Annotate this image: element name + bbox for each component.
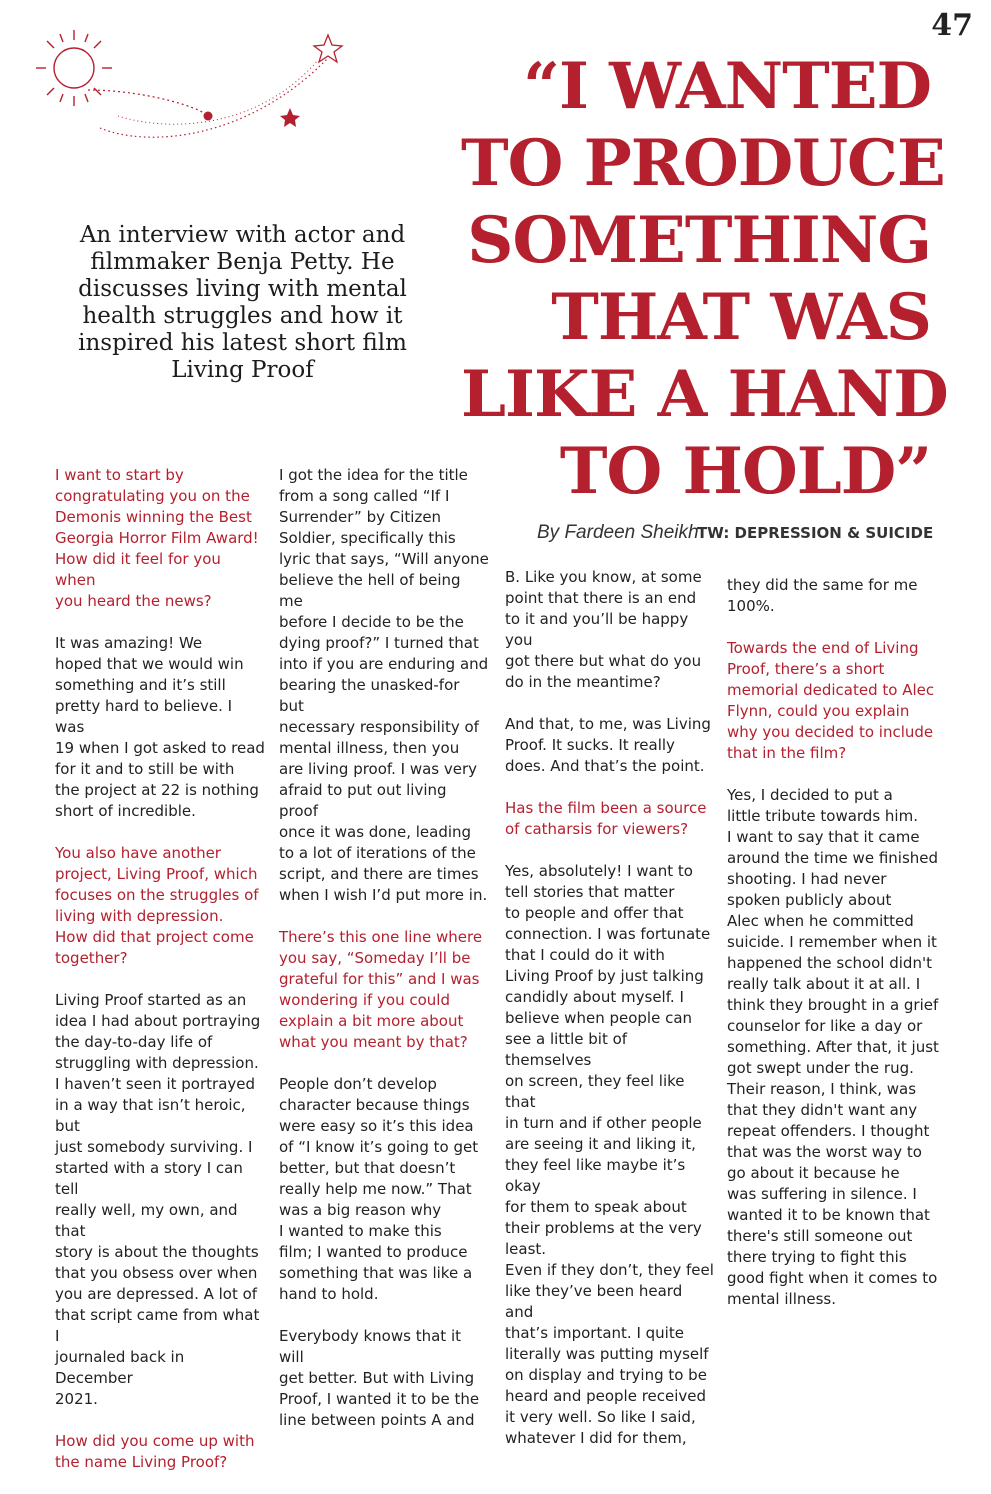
question-paragraph: Towards the end of Living Proof, there’s a short memorial dedicated to Alec Flynn, could you explain why you decided to include that in the film?: [727, 639, 935, 762]
headline-line: TO PRODUCE: [461, 126, 945, 201]
answer-paragraph: Yes, absolutely! I want to tell stories that matter to people and offer that connection. I was fortunate that I could do it with Living Proof by just talking candidly about myself. I believe when people can see a little bit of themselves on screen, they feel like that in turn and if other people are seeing it and liking it, they feel like maybe it’s okay for them to speak about their problems at the very least.: [505, 862, 711, 1258]
headline-line: LIKE A HAND: [461, 357, 948, 432]
headline-line: “I WANTED: [523, 49, 931, 124]
sun-and-shooting-star-decoration: [28, 20, 358, 150]
answer-paragraph: And that, to me, was Living Proof. It sucks. It really does. And that’s the point.: [505, 715, 711, 775]
answer-paragraph: I got the idea for the title from a song called “If I Surrender” by Citizen Soldier, specifically this lyric that says, “Will anyone believe the hell of being me before I decide to be the dying proof?” I turned that into if you are enduring and bearing the unasked-for but necessary responsibility of mental illness, then you are living proof. I was very afraid to put out living proof once it was done, leading to a lot of iterations of the script, and there are times when I wish I’d put more in.: [279, 466, 489, 904]
answer-paragraph: Even if they don’t, they feel like they’ve been heard and that’s important. I quite literally was putting myself on display and trying to be heard and people received it very well. So like I said, whatever I did for them,: [505, 1261, 714, 1447]
answer-paragraph: B. Like you know, at some point that there is an end to it and you’ll be happy you got there but what do you do in the meantime?: [505, 568, 702, 691]
shooting-star-icon: [280, 108, 300, 127]
article-column-1: [55, 465, 265, 1494]
answer-paragraph: Yes, I decided to put a little tribute towards him. I want to say that it came around the time we finished shooting. I had never spoken publicly about Alec when he committed suicide. I remember when it happened the school didn't really talk about it at all. I think they brought in a grief counselor for like a day or something. After that, it just got swept under the rug. Their reason, I think, was that they didn't want any repeat offenders. I thought that was the worst way to go about it because he was suffering in silence. I wanted it to be known that there's still someone out there trying to fight this good fight when it comes to mental illness.: [727, 786, 939, 1308]
answer-paragraph: Everybody knows that it will get better. But with Living Proof, I wanted it to be the line between points A and: [279, 1327, 480, 1429]
answer-paragraph: It was amazing! We hoped that we would win something and it’s still pretty hard to believe. I was 19 when I got asked to read for it and to still be with the project at 22 is nothing short of incredible.: [55, 634, 265, 820]
headline-line: TO HOLD”: [559, 434, 931, 509]
byline: By Fardeen Sheikh: [537, 522, 699, 543]
question-paragraph: How did you come up with the name Living Proof?: [55, 1432, 255, 1471]
headline-line: SOMETHING: [467, 203, 931, 278]
question-paragraph: There’s this one line where you say, “Someday I’ll be grateful for this” and I was wondering if you could explain a bit more about what you meant by that?: [279, 928, 483, 1051]
planet-dot: [204, 112, 213, 121]
standfirst: An interview with actor and filmmaker Benja Petty. He discusses living with mental health struggles and how it inspired his latest short film Living Proof: [78, 222, 407, 383]
article-column-2: [279, 465, 489, 1452]
trigger-warning: TW: DEPRESSION & SUICIDE: [697, 524, 934, 542]
headline: [461, 48, 948, 510]
question-paragraph: I want to start by congratulating you on the Demonis winning the Best Georgia Horror Film Award! How did it feel for you when you heard the news?: [55, 466, 259, 610]
article-column-4: [727, 575, 942, 1331]
answer-paragraph: Living Proof started as an idea I had about portraying the day-to-day life of struggling with depression. I haven’t seen it portrayed in a way that isn’t heroic, but just somebody surviving. I started with a story I can tell really well, my own, and that story is about the thoughts that you obsess over when you are depressed. A lot of that script came from what I journaled back in December 2021.: [55, 991, 261, 1408]
question-paragraph: Has the film been a source of catharsis for viewers?: [505, 799, 707, 838]
answer-paragraph: they did the same for me 100%.: [727, 576, 918, 615]
sun-icon: [36, 30, 112, 106]
headline-line: THAT WAS: [551, 280, 931, 355]
page-number: 47: [931, 8, 973, 43]
answer-paragraph: People don’t develop character because things were easy so it’s this idea of “I know it’s going to get better, but that doesn’t really help me now.” That was a big reason why I wanted to make this film; I wanted to produce something that was like a hand to hold.: [279, 1075, 479, 1303]
article-column-3: [505, 567, 715, 1470]
comet-trail: [88, 90, 206, 116]
question-paragraph: You also have another project, Living Proof, which focuses on the struggles of living with depression. How did that project come together?: [55, 844, 259, 967]
star-icon: [314, 35, 342, 62]
